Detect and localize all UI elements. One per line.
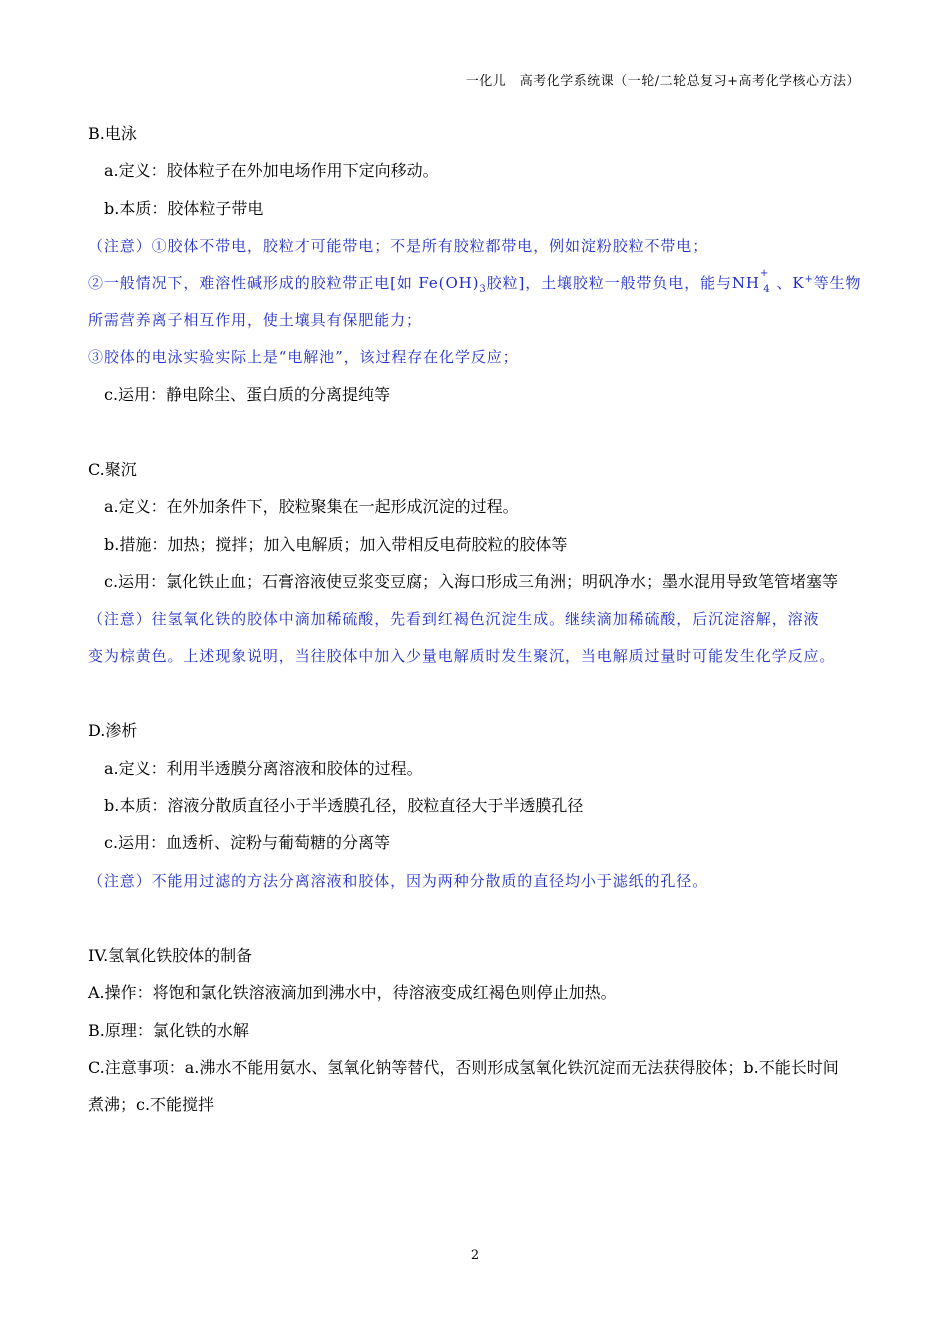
- section-c-note-1: （注意）往氢氧化铁的胶体中滴加稀硫酸，先看到红褐色沉淀生成。继续滴加稀硫酸，后沉淀溶解，溶液: [88, 610, 820, 628]
- section-iv-title: IV.氢氧化铁胶体的制备: [88, 946, 253, 965]
- section-c-use: c.运用：氯化铁止血；石膏溶液使豆浆变豆腐；入海口形成三角洲；明矾净水；墨水混用导致笔管堵塞等: [104, 572, 839, 591]
- section-c-definition: a.定义：在外加条件下，胶粒聚集在一起形成沉淀的过程。: [104, 497, 519, 516]
- section-d-essence: b.本质：溶液分散质直径小于半透膜孔径，胶粒直径大于半透膜孔径: [104, 796, 584, 815]
- section-iv-notes-line-1: C.注意事项：a.沸水不能用氨水、氢氧化钠等替代，否则形成氢氧化铁沉淀而无法获得胶体；b.不能长时间: [88, 1058, 839, 1077]
- section-iv-notes-line-2: 煮沸；c.不能搅拌: [88, 1095, 215, 1114]
- section-b-use: c.运用：静电除尘、蛋白质的分离提纯等: [104, 385, 391, 404]
- section-b-note-1: （注意）①胶体不带电，胶粒才可能带电；不是所有胶粒都带电，例如淀粉胶粒不带电；: [88, 237, 709, 255]
- section-c-title: C.聚沉: [88, 460, 137, 479]
- section-d-note: （注意）不能用过滤的方法分离溶液和胶体，因为两种分散质的直径均小于滤纸的孔径。: [88, 872, 709, 890]
- section-c-note-2: 变为棕黄色。上述现象说明，当往胶体中加入少量电解质时发生聚沉，当电解质过量时可能发生化学反应。: [88, 647, 836, 665]
- section-b-title: B.电泳: [88, 124, 137, 143]
- section-d-use: c.运用：血透析、淀粉与葡萄糖的分离等: [104, 833, 391, 852]
- section-b-note-4: ③胶体的电泳实验实际上是“电解池”，该过程存在化学反应；: [88, 348, 519, 366]
- page-header: 一化儿 高考化学系统课（一轮/二轮总复习+高考化学核心方法）: [465, 74, 860, 89]
- section-iv-principle: B.原理：氯化铁的水解: [88, 1021, 249, 1040]
- page-number: 2: [470, 1248, 480, 1263]
- section-b-essence: b.本质：胶体粒子带电: [104, 199, 264, 218]
- section-b-definition: a.定义：胶体粒子在外加电场作用下定向移动。: [104, 161, 439, 180]
- section-d-definition: a.定义：利用半透膜分离溶液和胶体的过程。: [104, 759, 423, 778]
- section-c-measures: b.措施：加热；搅拌；加入电解质；加入带相反电荷胶粒的胶体等: [104, 535, 568, 554]
- section-d-title: D.渗析: [88, 721, 138, 740]
- section-b-note-2: ②一般情况下，难溶性碱形成的胶粒带正电[如 $Fe(OH)_3$胶粒]，土壤胶粒一般带负电，能与$NH^+_4$ 、K+等生物: [88, 268, 862, 295]
- section-b-note-3: 所需营养离子相互作用，使土壤具有保肥能力；: [88, 311, 422, 329]
- section-iv-operation: A.操作：将饱和氯化铁溶液滴加到沸水中，待溶液变成红褐色则停止加热。: [88, 983, 617, 1002]
